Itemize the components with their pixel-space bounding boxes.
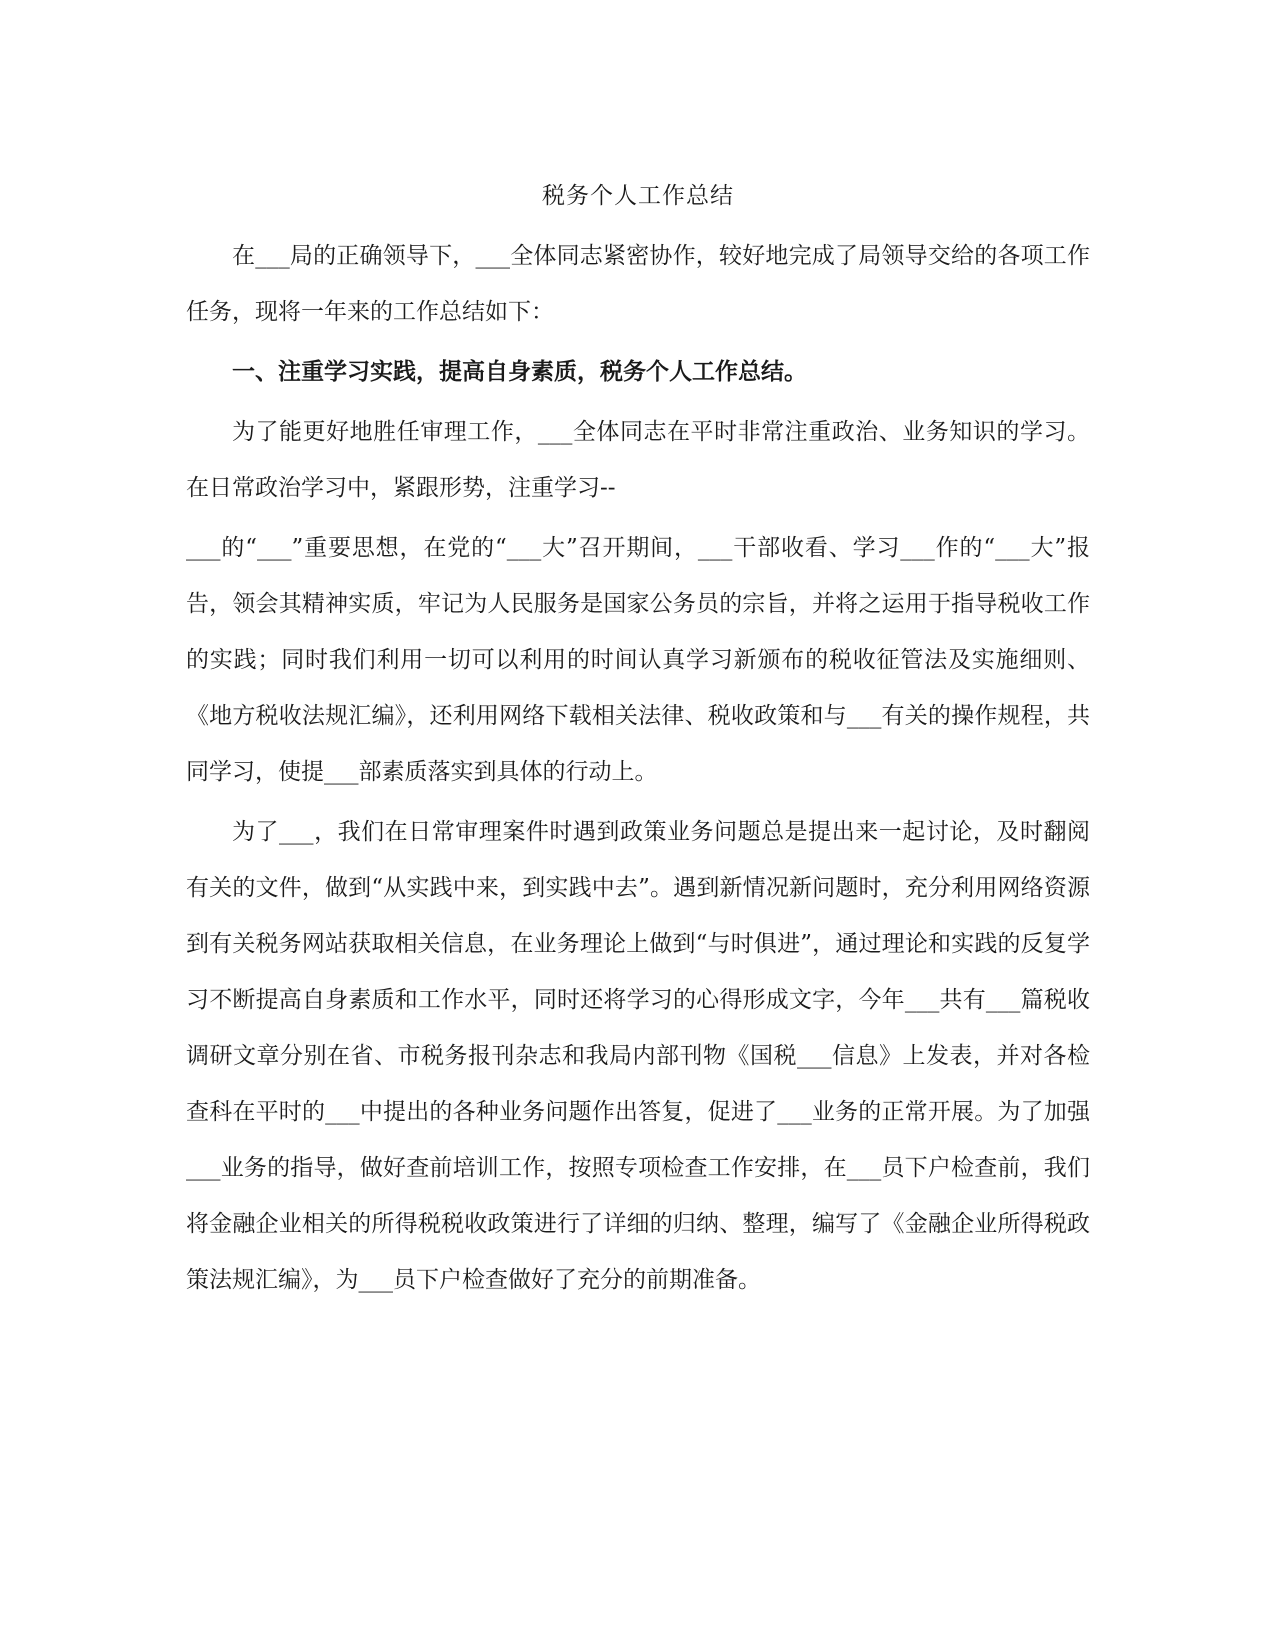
section-heading: 一、注重学习实践，提高自身素质，税务个人工作总结。: [232, 358, 807, 385]
document-title: 税务个人工作总结: [542, 183, 734, 209]
body-paragraph: ___的“___”重要思想，在党的“___大”召开期间，___干部收看、学习___作的“___大”报告，领会其精神实质，牢记为人民服务是国家公务员的宗旨，并将之运用于指导税收工作的实践；同时我们利用一切可以利用的时间认真学习新颁布的税收征管法及实施细则、《地方税收法规汇编》，还利用网络下载相关法律、税收政策和与___有关的操作规程，共同学习，使提___部素质落实到具体的行动上。: [186, 535, 1090, 785]
body-paragraph: 为了能更好地胜任审理工作，___全体同志在平时非常注重政治、业务知识的学习。在日常政治学习中，紧跟形势，注重学习--: [186, 419, 1090, 501]
document-body: [186, 168, 1090, 1312]
intro-paragraph: 在___局的正确领导下，___全体同志紧密协作，较好地完成了局领导交给的各项工作任务，现将一年来的工作总结如下：: [186, 243, 1090, 325]
body-paragraph: 为了___，我们在日常审理案件时遇到政策业务问题总是提出来一起讨论，及时翻阅有关的文件，做到“从实践中来，到实践中去”。遇到新情况新问题时，充分利用网络资源到有关税务网站获取相关信息，在业务理论上做到“与时俱进”，通过理论和实践的反复学习不断提高自身素质和工作水平，同时还将学习的心得形成文字，今年___共有___篇税收调研文章分别在省、市税务报刊杂志和我局内部刊物《国税___信息》上发表，并对各检查科在平时的___中提出的各种业务问题作出答复，促进了___业务的正常开展。为了加强___业务的指导，做好查前培训工作，按照专项检查工作安排，在___员下户检查前，我们将金融企业相关的所得税税收政策进行了详细的归纳、整理，编写了《金融企业所得税政策法规汇编》，为___员下户检查做好了充分的前期准备。: [186, 819, 1090, 1293]
